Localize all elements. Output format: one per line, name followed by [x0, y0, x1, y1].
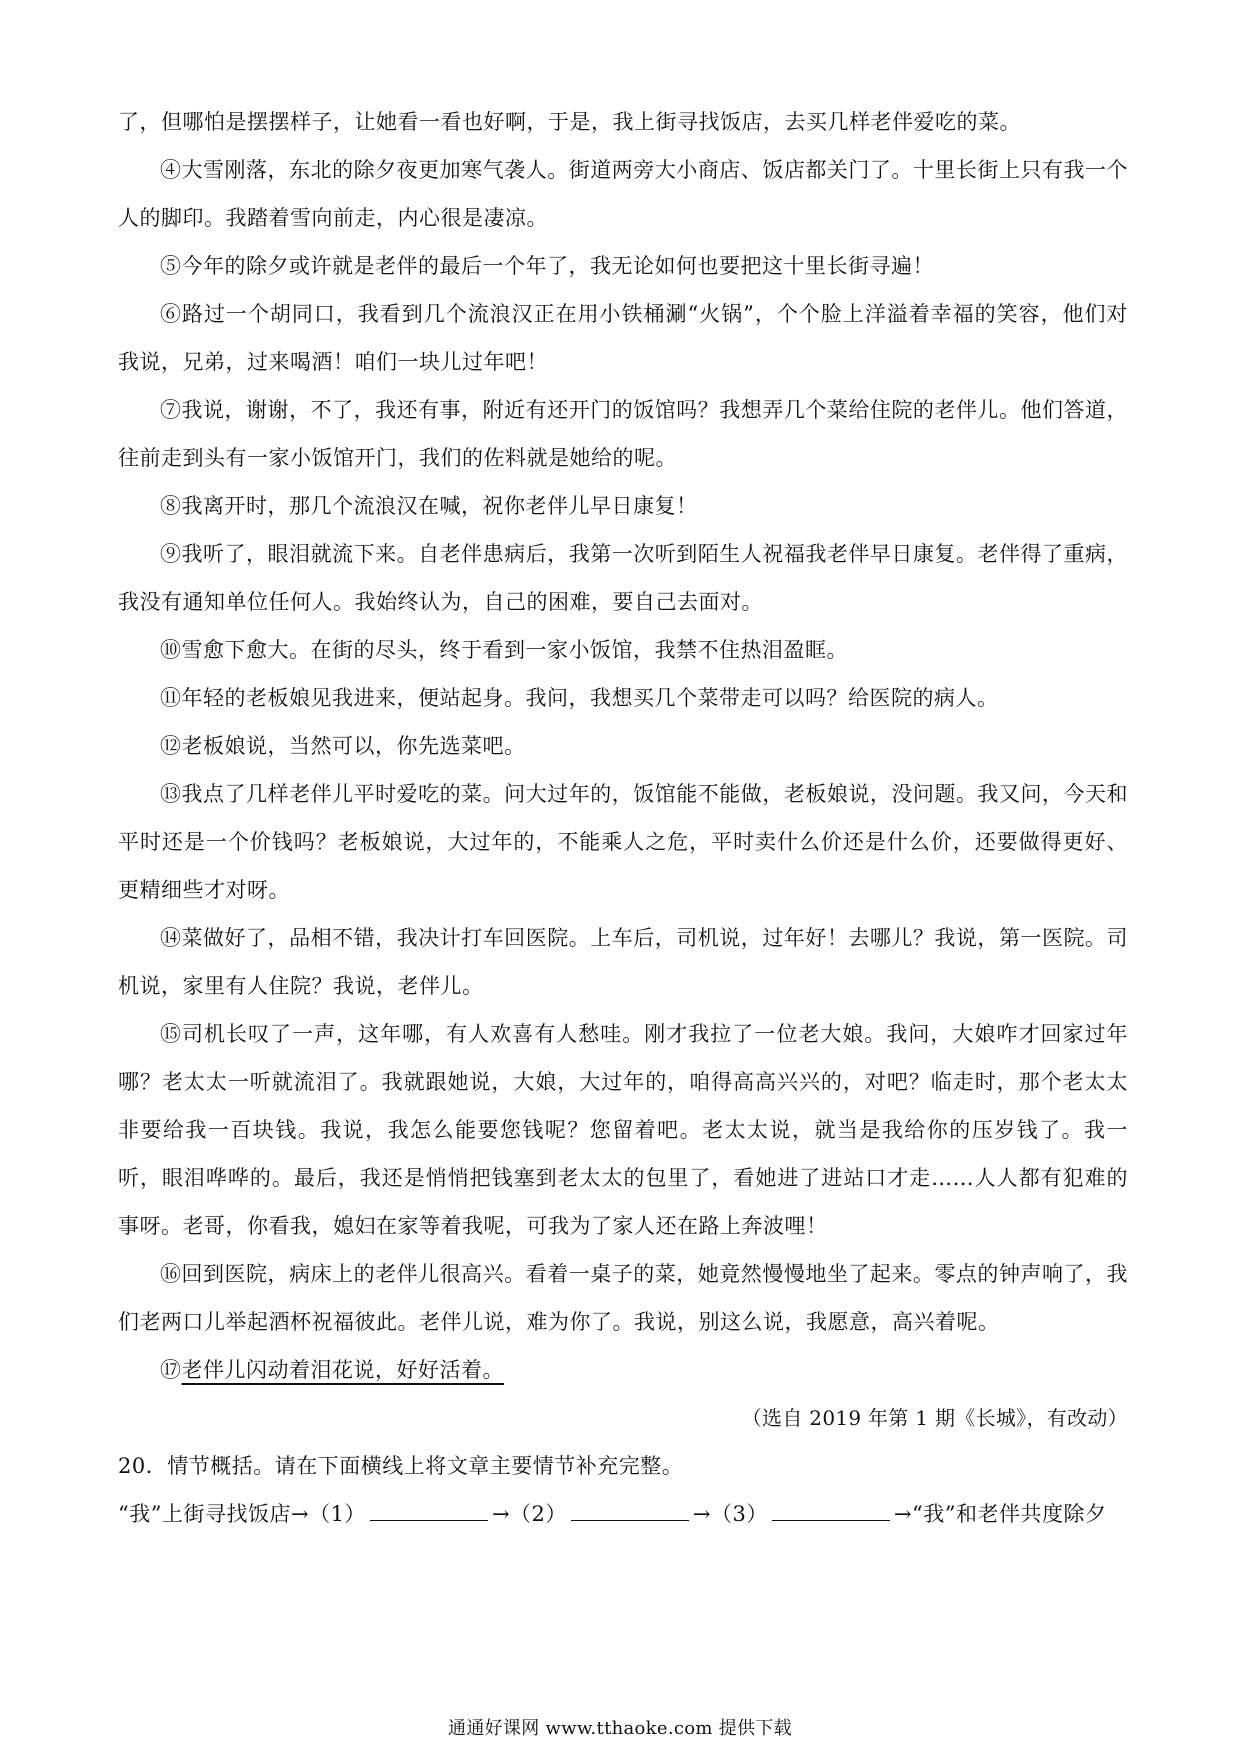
paragraph-13: ⑬我点了几样老伴儿平时爱吃的菜。问大过年的，饭馆能不能做，老板娘说，没问题。我又问，今天和平时还是一个价钱吗？老板娘说，大过年的，不能乘人之危，平时卖什么价还是什么价，还要做得更好、更精细些才对呀。: [118, 782, 1128, 902]
paragraph-14: ⑭菜做好了，品相不错，我决计打车回医院。上车后，司机说，过年好！去哪儿？我说，第一医院。司机说，家里有人住院？我说，老伴儿。: [118, 926, 1128, 998]
flow-start: “我”上街寻找饭店→（1）: [118, 1502, 366, 1526]
paragraph-4: ④大雪刚落，东北的除夕夜更加寒气袭人。街道两旁大小商店、饭店都关门了。十里长街上只有我一个人的脚印。我踏着雪向前走，内心很是凄凉。: [118, 158, 1128, 230]
paragraph-9: ⑨我听了，眼泪就流下来。自老伴患病后，我第一次听到陌生人祝福我老伴早日康复。老伴得了重病，我没有通知单位任何人。我始终认为，自己的困难，要自己去面对。: [118, 542, 1128, 614]
article-body: [118, 98, 1128, 1538]
flow-arrow-2: →（2）: [491, 1502, 567, 1526]
paragraph-12: ⑫老板娘说，当然可以，你先选菜吧。: [160, 734, 526, 758]
underlined-sentence: 老伴儿闪动着泪花说，好好活着。: [181, 1358, 504, 1382]
source-citation: （选自 2019 年第 1 期《长城》，有改动）: [741, 1406, 1128, 1430]
answer-blank-2[interactable]: [571, 1498, 689, 1521]
paragraph-8: ⑧我离开时，那几个流浪汉在喊，祝你老伴儿早日康复！: [160, 494, 698, 518]
paragraph-17-number: ⑰: [160, 1358, 182, 1382]
flow-end: →“我”和老伴共度除夕: [893, 1502, 1107, 1526]
paragraph-6: ⑥路过一个胡同口，我看到几个流浪汉正在用小铁桶涮“火锅”，个个脸上洋溢着幸福的笑容，他们对我说，兄弟，过来喝酒！咱们一块儿过年吧！: [118, 302, 1128, 374]
paragraph-16: ⑯回到医院，病床上的老伴儿很高兴。看着一桌子的菜，她竟然慢慢地坐了起来。零点的钟声响了，我们老两口儿举起酒杯祝福彼此。老伴儿说，难为你了。我说，别这么说，我愿意，高兴着呢。: [118, 1262, 1128, 1334]
paragraph-5: ⑤今年的除夕或许就是老伴的最后一个年了，我无论如何也要把这十里长街寻遍！: [160, 254, 934, 278]
answer-blank-1[interactable]: [370, 1498, 488, 1521]
flow-arrow-3: →（3）: [692, 1502, 768, 1526]
paragraph-10: ⑩雪愈下愈大。在街的尽头，终于看到一家小饭馆，我禁不住热泪盈眶。: [160, 638, 848, 662]
paragraph-17: [118, 1346, 1128, 1394]
paragraph-continuation: 了，但哪怕是摆摆样子，让她看一看也好啊，于是，我上街寻找饭店，去买几样老伴爱吃的菜。: [118, 110, 1021, 134]
question-20-title: 20．情节概括。请在下面横线上将文章主要情节补充完整。: [118, 1454, 684, 1478]
answer-blank-3[interactable]: [772, 1498, 890, 1521]
paragraph-15: ⑮司机长叹了一声，这年哪，有人欢喜有人愁哇。刚才我拉了一位老大娘。我问，大娘咋才回家过年哪？老太太一听就流泪了。我就跟她说，大娘，大过年的，咱得高高兴兴的，对吧？临走时，那个老太太非要给我一百块钱。我说，我怎么能要您钱呢？您留着吧。老太太说，就当是我给你的压岁钱了。我一听，眼泪哗哗的。最后，我还是悄悄把钱塞到老太太的包里了，看她进了进站口才走……人人都有犯难的事呀。老哥，你看我，媳妇在家等着我呢，可我为了家人还在路上奔波哩！: [118, 1022, 1128, 1238]
footer-credit: 通通好课网 www.tthaoke.com 提供下载: [448, 1718, 792, 1739]
plot-flow: [118, 1490, 1128, 1538]
paragraph-7: ⑦我说，谢谢，不了，我还有事，附近有还开门的饭馆吗？我想弄几个菜给住院的老伴儿。他们答道，往前走到头有一家小饭馆开门，我们的佐料就是她给的呢。: [118, 398, 1128, 470]
paragraph-11: ⑪年轻的老板娘见我进来，便站起身。我问，我想买几个菜带走可以吗？给医院的病人。: [160, 686, 999, 710]
